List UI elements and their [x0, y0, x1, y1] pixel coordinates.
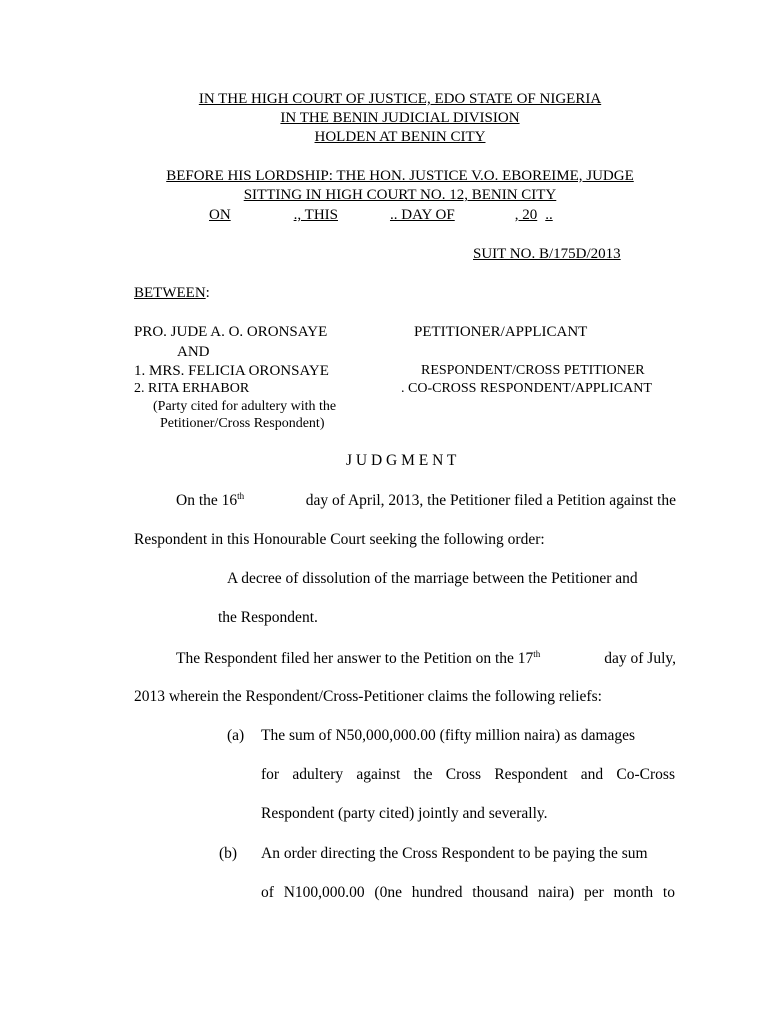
quoted-order-line-2: the Respondent. [218, 609, 318, 626]
paragraph-2-line-2: 2013 wherein the Respondent/Cross-Petitioner claims the following reliefs: [134, 688, 602, 705]
relief-a-label: (a) [227, 727, 245, 744]
before-line-1: BEFORE HIS LORDSHIP: THE HON. JUSTICE V.O. EBOREIME, JUDGE [166, 168, 634, 184]
quoted-order-line-1: A decree of dissolution of the marriage between the Petitioner and [227, 570, 638, 587]
between-colon: : [205, 285, 210, 301]
date-year: , 20 [514, 207, 538, 223]
paragraph-1-start [176, 492, 244, 510]
between-word: BETWEEN [134, 285, 206, 301]
before-line-2: SITTING IN HIGH COURT NO. 12, BENIN CITY [243, 187, 557, 203]
paragraph-2-line-1 [176, 650, 676, 668]
suit-number: SUIT NO. B/175D/2013 [473, 246, 621, 262]
paragraph-1-line-2: Respondent in this Honourable Court seeking the following order: [134, 531, 545, 548]
relief-a-line-1-text: The sum of N50,000,000.00 (fifty million naira) as damages [261, 727, 636, 744]
between-label [134, 284, 210, 302]
relief-b-line-1: An order directing the Cross Respondent to be paying the sum [261, 845, 648, 862]
paragraph-2-start [176, 650, 540, 668]
relief-b-label: (b) [219, 845, 238, 862]
paragraph-1-line-1 [176, 492, 676, 510]
respondent-2-name: 2. RITA ERHABOR [134, 381, 250, 396]
party-note-line-1: (Party cited for adultery with the [153, 399, 337, 414]
court-header-line-2: IN THE BENIN JUDICIAL DIVISION [280, 110, 520, 126]
paragraph-1-rest: day of April, 2013, the Petitioner filed a Petition against the [305, 492, 676, 509]
relief-a-line-3: Respondent (party cited) jointly and severally. [261, 805, 548, 822]
p1-superscript: th [237, 491, 245, 501]
respondent-1-role: RESPONDENT/CROSS PETITIONER [421, 363, 645, 378]
petitioner-role: PETITIONER/APPLICANT [414, 324, 588, 340]
respondent-2-role: . CO-CROSS RESPONDENT/APPLICANT [401, 381, 652, 396]
petitioner-name: PRO. JUDE A. O. ORONSAYE [134, 324, 328, 340]
party-note-line-2: Petitioner/Cross Respondent) [160, 416, 325, 431]
date-on: ON [209, 207, 231, 223]
date-line [209, 206, 553, 224]
and-word: AND [177, 344, 210, 360]
p1-text-a: On the 16 [176, 492, 238, 509]
paragraph-2-rest: day of July, [604, 650, 676, 667]
relief-a-line-1 [261, 727, 675, 745]
date-day-of: .. DAY OF [389, 207, 455, 223]
relief-b-line-2: of N100,000.00 (0ne hundred thousand naira) per month to [261, 884, 675, 901]
judgment-title: J U D G M E N T [346, 452, 457, 469]
court-header-line-1: IN THE HIGH COURT OF JUSTICE, EDO STATE OF NIGERIA [198, 91, 602, 107]
p2-superscript: th [533, 649, 541, 659]
date-this: ., THIS [293, 207, 338, 223]
relief-a-line-2: for adultery against the Cross Respondent and Co-Cross [261, 766, 675, 783]
date-end: .. [545, 207, 553, 223]
respondent-1-name: 1. MRS. FELICIA ORONSAYE [134, 363, 329, 379]
p2-text-a: The Respondent filed her answer to the Petition on the 17 [176, 650, 534, 667]
court-header-line-3: HOLDEN AT BENIN CITY [314, 129, 486, 145]
